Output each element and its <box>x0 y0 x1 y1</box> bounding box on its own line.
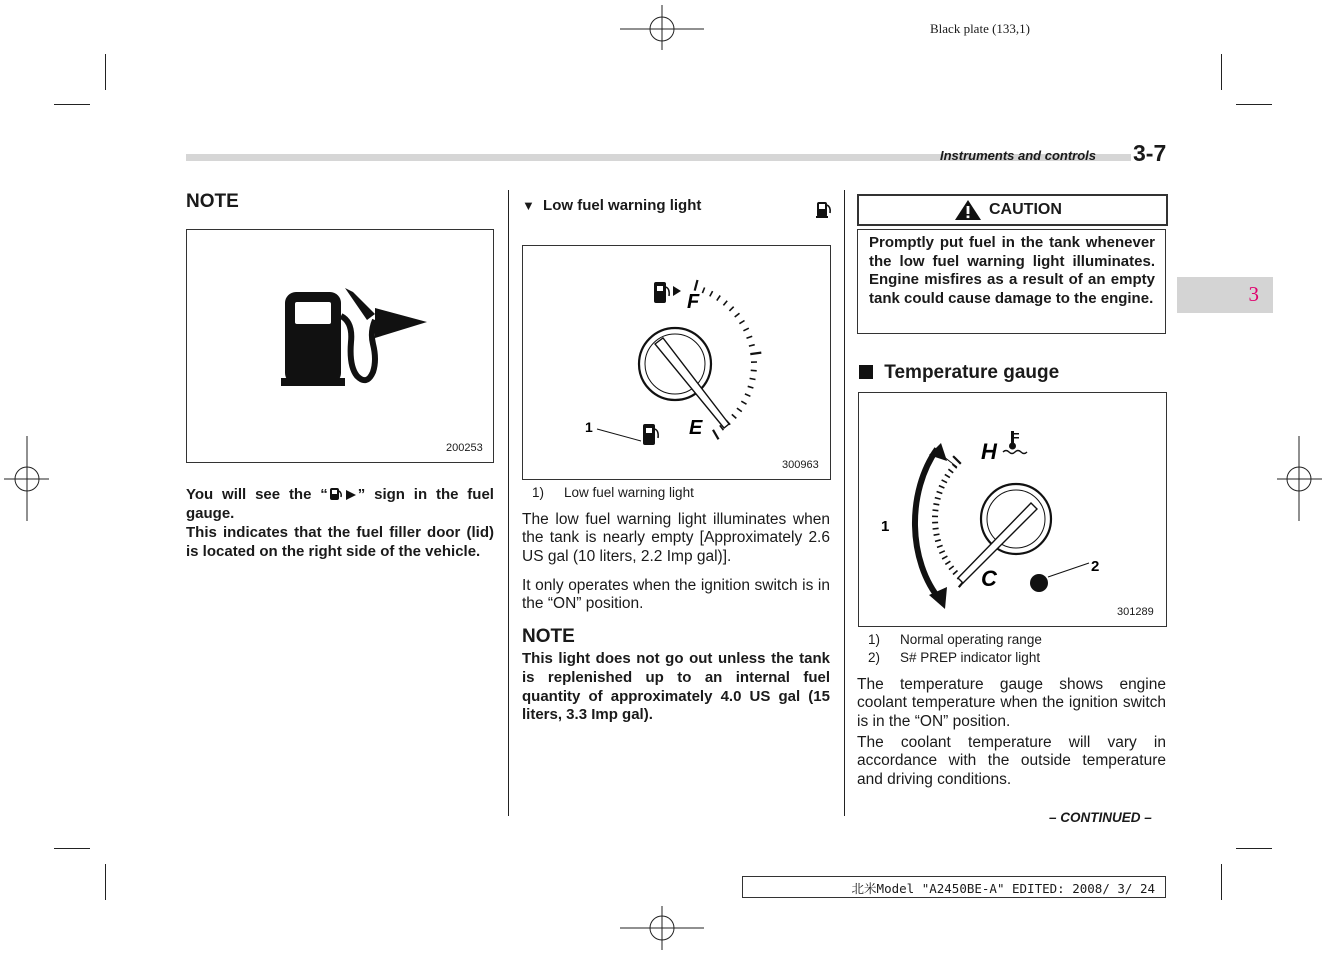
gauge-tick <box>735 313 740 317</box>
gauge-tick <box>935 540 941 542</box>
fuel-callout-number: 1 <box>585 419 593 435</box>
plate-label: Black plate (133,1) <box>930 21 1030 36</box>
sprep-indicator-light-icon <box>1030 574 1048 592</box>
gauge-tick <box>695 280 698 291</box>
fuel-caption-1 <box>532 484 694 502</box>
caption-number: 1) <box>532 485 545 500</box>
gauge-tick <box>751 370 757 371</box>
figure-code-300963: 300963 <box>782 459 819 471</box>
caption-text: Low fuel warning light <box>564 485 694 500</box>
gauge-tick <box>741 401 746 404</box>
gauge-tick <box>750 378 756 379</box>
gauge-tick <box>942 556 947 559</box>
low-fuel-heading-text: Low fuel warning light <box>543 197 702 214</box>
warning-triangle-icon <box>954 199 982 221</box>
gauge-tick <box>710 291 713 296</box>
column-divider-left <box>508 190 509 816</box>
low-fuel-heading <box>522 197 701 214</box>
gauge-tick <box>945 474 950 477</box>
gauge-tick <box>702 288 704 294</box>
middle-note-heading: NOTE <box>522 626 575 647</box>
temperature-gauge-heading <box>859 362 1059 384</box>
caution-body <box>857 229 1166 334</box>
left-note-heading: NOTE <box>186 191 239 212</box>
fuel-pump-warning-icon <box>643 424 658 445</box>
temperature-gauge-heading-text: Temperature gauge <box>884 362 1060 383</box>
gauge-tick <box>749 345 755 346</box>
caution-text: Promptly put fuel in the tank whenever the low fuel warning light illuminates. Engine misfires as a result of an empty tank could cause damage to the engine. <box>869 234 1155 308</box>
caution-label: CAUTION <box>989 201 1062 218</box>
middle-note-text: This light does not go out unless the tank is replenished up to an internal fuel quantity of approximately 4.0 US gal (15 liters, 3.3 Imp gal). <box>522 650 830 724</box>
temp-caption-1 <box>868 631 1042 649</box>
caption-number: 2) <box>868 650 881 665</box>
column-divider-right <box>844 190 845 816</box>
temperature-gauge-figure <box>858 392 1167 627</box>
left-note-text-2: This indicates that the fuel filler door (lid) is located on the right side of the vehicle. <box>186 524 494 560</box>
gauge-tick <box>945 561 950 564</box>
temp-hot-label: H <box>981 439 997 464</box>
fuel-pump-full-icon <box>654 282 681 303</box>
temp-cold-label: C <box>981 566 997 591</box>
gauge-tick <box>934 534 940 535</box>
gauge-tick <box>717 296 720 301</box>
chapter-tab-label: 3 <box>1248 282 1259 306</box>
gauge-tick <box>948 469 953 473</box>
section-title: Instruments and controls <box>940 148 1097 163</box>
temp-callout-1: 1 <box>881 518 890 535</box>
temp-caption-2 <box>868 649 1040 667</box>
gauge-tick <box>745 394 751 396</box>
gauge-tick <box>937 492 943 494</box>
gauge-tick <box>933 504 939 505</box>
temp-paragraph-1: The temperature gauge shows engine coolant temperature when the ignition switch is in the “ON” position. <box>857 676 1166 730</box>
temperature-gauge-ticks <box>932 456 966 587</box>
gauge-tick <box>723 301 727 306</box>
triangle-down-icon: ▼ <box>522 198 535 213</box>
gauge-tick <box>739 321 744 324</box>
registration-target-bottom <box>620 906 704 950</box>
fuel-gauge-needle <box>655 338 729 428</box>
caption-number: 1) <box>868 632 881 647</box>
fuel-empty-label: E <box>689 417 703 439</box>
gauge-tick <box>933 510 939 511</box>
temperature-gauge-drawing <box>859 393 1166 626</box>
footer-edition-text: 北米Model "A2450BE-A" EDITED: 2008/ 3/ 24 <box>851 881 1155 896</box>
temp-paragraph-2: The coolant temperature will vary in accordance with the outside temperature and driving conditions. <box>857 734 1166 788</box>
fuel-full-label: F <box>687 291 700 313</box>
figure-code-200253: 200253 <box>446 442 483 454</box>
gauge-tick <box>737 408 742 412</box>
fuel-pump-arrow-inline-icon <box>328 487 358 501</box>
gauge-tick <box>933 528 939 529</box>
coolant-temperature-icon <box>1003 431 1027 454</box>
temp-callout-2: 2 <box>1091 558 1100 575</box>
gauge-tick <box>743 328 748 331</box>
gauge-tick <box>732 414 737 418</box>
callout-line-2 <box>1048 563 1089 577</box>
callout-line-1 <box>597 429 641 441</box>
note-text-after-icon: ” sign in the fuel gauge. <box>186 486 494 522</box>
fuel-gauge-drawing <box>523 246 830 479</box>
registration-target-right <box>1277 436 1322 521</box>
chapter-tab <box>1177 277 1273 313</box>
gauge-tick <box>953 571 958 575</box>
gauge-tick <box>939 486 945 488</box>
note-text-before-icon: You will see the “ <box>186 486 328 503</box>
gauge-tick <box>937 545 943 547</box>
caption-text: Normal operating range <box>900 632 1042 647</box>
low-fuel-paragraph-1: The low fuel warning light illuminates when the tank is nearly empty [Approximately 2.6 US gal (10 liters, 2.2 Imp gal)]. <box>522 511 830 565</box>
footer-edition-box <box>742 876 1166 898</box>
caption-text: S# PREP indicator light <box>900 650 1041 665</box>
fuel-gauge-figure <box>522 245 831 480</box>
gauge-tick <box>750 353 761 355</box>
gauge-tick <box>747 336 753 338</box>
fuel-door-figure <box>186 229 494 463</box>
page-number: 3-7 <box>1133 140 1167 166</box>
left-note-text-1 <box>186 486 494 524</box>
gauge-tick <box>729 307 733 311</box>
continued-label: – CONTINUED – <box>1049 810 1152 825</box>
gauge-tick <box>935 498 941 500</box>
gauge-tick <box>949 566 954 570</box>
gauge-tick <box>942 480 947 483</box>
low-fuel-paragraph-2: It only operates when the ignition switch is in the “ON” position. <box>522 577 830 613</box>
range-limit-line-top <box>939 453 957 467</box>
normal-range-arc <box>915 449 941 601</box>
gauge-tick <box>939 551 945 554</box>
gauge-tick <box>953 456 961 464</box>
fuel-pump-icon <box>814 199 834 221</box>
registration-target-left <box>4 436 49 521</box>
registration-target-top <box>620 5 704 50</box>
temperature-gauge-needle <box>958 503 1037 583</box>
square-bullet-icon <box>859 365 873 379</box>
gauge-tick <box>713 430 719 440</box>
caution-header <box>857 194 1168 226</box>
fuel-pump-arrow-icon <box>187 230 493 462</box>
figure-code-301289: 301289 <box>1117 606 1154 618</box>
gauge-tick <box>748 386 754 388</box>
